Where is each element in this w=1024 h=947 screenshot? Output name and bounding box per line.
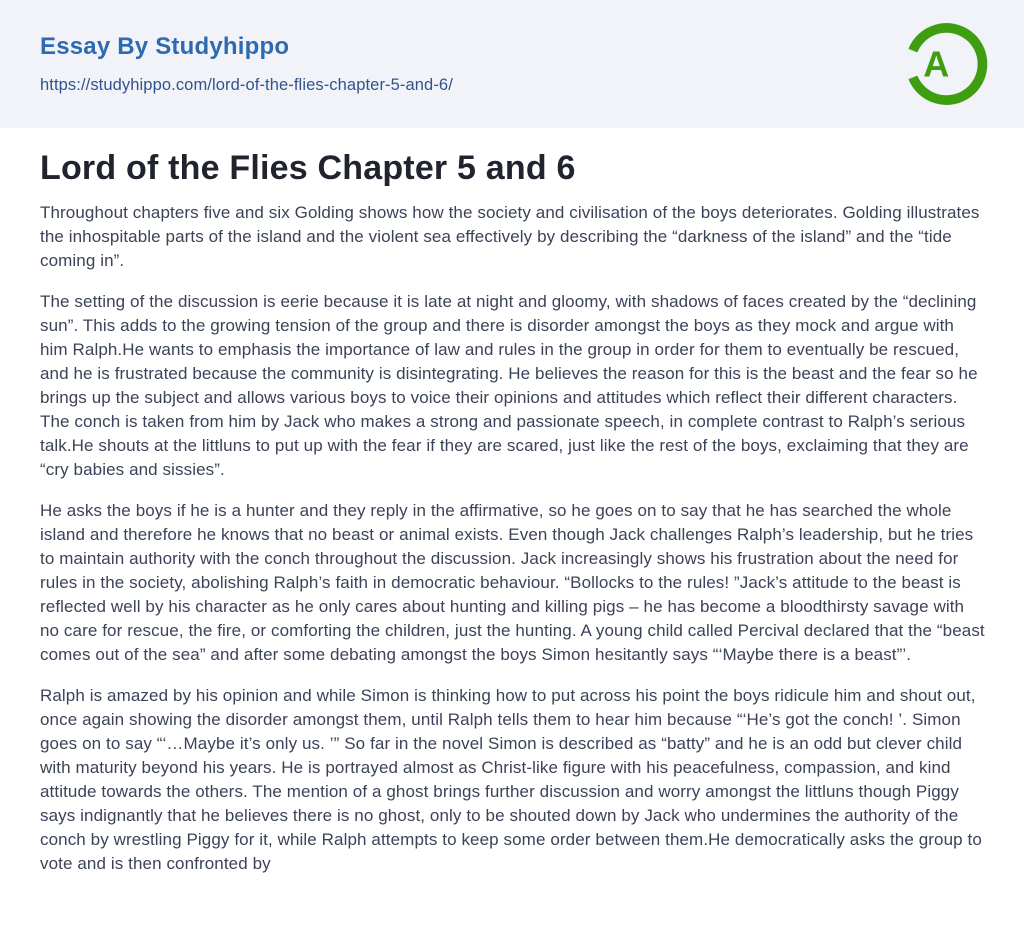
essay-paragraph: Throughout chapters five and six Golding shows how the society and civilisation of the boys deteriorates. Golding illustrates the inhospitable parts of the island and the violent sea effectively by describing the “darkness of the island” and the “tide coming in”. bbox=[40, 203, 980, 270]
essay-paragraph: The setting of the discussion is eerie because it is late at night and gloomy, with shadows of faces created by the “declining sun”. This adds to the growing tension of the group and there is disorder amongst the boys as they mock and argue with him Ralph.He wants to emphasis the importance of law and rules in the group in order for them to eventually be rescued, and he is frustrated because the community is disintegrating. He believes the reason for this is the beast and the fear so he brings up the subject and allows various boys to voice their opinions and attitudes which reflect their different characters. The conch is taken from him by Jack who makes a strong and passionate speech, in complete contrast to Ralph’s serious talk.He shouts at the littluns to put up with the fear if they are scared, just like the rest of the boys, exclaiming that they are “cry babies and sissies”. bbox=[40, 292, 978, 479]
essay-body bbox=[40, 201, 986, 876]
essay-url-link[interactable]: https://studyhippo.com/lord-of-the-flies-chapter-5-and-6/ bbox=[40, 76, 453, 94]
header-text-block bbox=[40, 33, 453, 95]
essay-content bbox=[0, 128, 1024, 876]
essay-paragraph: He asks the boys if he is a hunter and they reply in the affirmative, so he goes on to say that he has searched the whole island and therefore he knows that no beast or animal exists. Even though Jack challenges Ralph’s leadership, but he tries to maintain authority with the conch throughout the discussion. Jack increasingly shows his frustration about the need for rules in the society, abolishing Ralph’s faith in democratic behaviour. “Bollocks to the rules! ”Jack’s attitude to the beast is reflected well by his character as he only cares about hunting and killing pigs – he has become a bloodthirsty savage with no care for rescue, the fire, or comforting the children, just the hunting. A young child called Percival declared that the “beast comes out of the sea” and after some debating amongst the boys Simon hesitantly says “‘Maybe there is a beast”’. bbox=[40, 501, 985, 664]
essay-title: Lord of the Flies Chapter 5 and 6 bbox=[40, 149, 576, 187]
page-header bbox=[0, 0, 1024, 128]
studyhippo-logo-icon bbox=[902, 20, 990, 108]
logo-letter: A bbox=[923, 43, 950, 85]
site-label: Essay By Studyhippo bbox=[40, 33, 290, 60]
essay-paragraph: Ralph is amazed by his opinion and while Simon is thinking how to put across his point the boys ridicule him and shout out, once again showing the disorder amongst them, until Ralph tells them to hear him because “‘He’s got the conch! ’. Simon goes on to say “‘…Maybe it’s only us. ’” So far in the novel Simon is described as “batty” and he is an odd but clever child with maturity beyond his years. He is portrayed almost as Christ-like figure with his peacefulness, compassion, and kind attitude towards the others. The mention of a ghost brings further discussion and worry amongst the littluns though Piggy says indignantly that he believes there is no ghost, only to be shouted down by Jack who undermines the authority of the conch by wrestling Piggy for it, while Ralph attempts to keep some order between them.He democratically asks the group to vote and is then confronted by bbox=[40, 686, 982, 873]
